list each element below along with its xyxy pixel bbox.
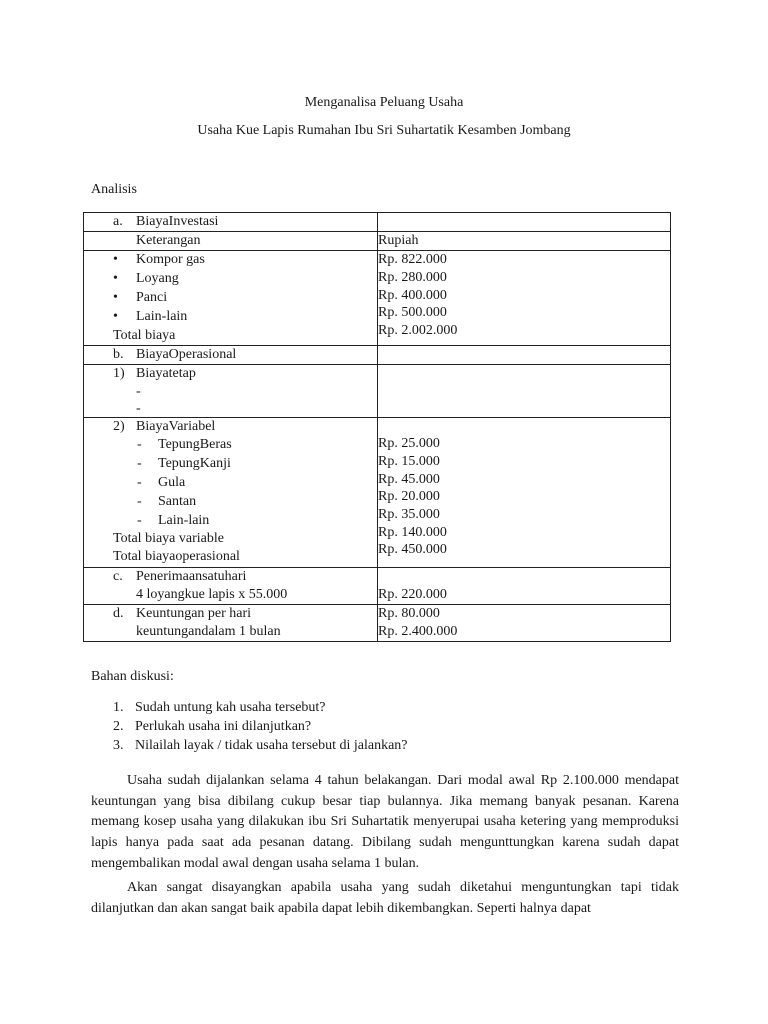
value-lain-lain: Rp. 500.000 xyxy=(378,305,447,321)
table-cell xyxy=(84,605,378,642)
bullet-icon: • xyxy=(113,289,118,305)
body-paragraph: Usaha sudah dijalankan selama 4 tahun belakangan. Dari modal awal Rp 2.100.000 mendapat keuntungan yang bisa dibilang cukup besar tiap bulannya. Jika memang banyak pesanan. Karena memang kosep usaha yang dilakukan ibu Sri Suhartatik menyerupai usaha ketering yang memproduksi lapis hanya pada saat ada pesanan datang. Dibilang sudah mengunttungkan karena sudah dapat mengembalikan modal awal dengan usaha selama 1 bulan. xyxy=(91,773,679,871)
document-title: Menganalisa Peluang Usaha xyxy=(304,95,464,110)
table-cell xyxy=(84,232,378,251)
table-cell xyxy=(84,418,378,568)
table-row xyxy=(84,232,671,251)
row-index: c. xyxy=(113,568,123,584)
table-cell xyxy=(378,345,671,364)
table-cell xyxy=(378,232,671,251)
table-cell xyxy=(84,567,378,604)
penerimaan-heading: Penerimaansatuhari xyxy=(136,568,247,584)
discussion-list xyxy=(113,698,408,755)
list-item: - xyxy=(136,401,141,417)
list-item: 3. Nilailah layak / tidak usaha tersebut di jalankan? xyxy=(113,738,408,753)
col-header-rupiah: Rupiah xyxy=(378,233,419,249)
list-item: • Kompor gas xyxy=(84,251,377,270)
table-cell xyxy=(378,605,671,642)
table-cell xyxy=(378,213,671,232)
list-item: 2. Perlukah usaha ini dilanjutkan? xyxy=(113,719,312,734)
keuntungan-bulan-value: Rp. 2.400.000 xyxy=(378,624,458,640)
value-lain-lain-variabel: Rp. 35.000 xyxy=(378,506,440,522)
list-item: • Loyang xyxy=(84,270,377,289)
total-variable-value: Rp. 140.000 xyxy=(378,524,447,540)
penerimaan-detail: 4 loyangkue lapis x 55.000 xyxy=(136,586,288,602)
analysis-label: Analisis xyxy=(91,182,137,197)
total-variable-label: Total biaya variable xyxy=(113,531,224,547)
table-cell xyxy=(378,418,671,568)
list-item: • Panci xyxy=(84,289,377,308)
keuntungan-heading: Keuntungan per hari xyxy=(136,606,252,622)
value-gula: Rp. 45.000 xyxy=(378,471,440,487)
value-tepung-beras: Rp. 25.000 xyxy=(378,436,440,452)
list-item: - Lain-lain xyxy=(137,512,210,528)
biaya-tetap-heading: Biayatetap xyxy=(136,365,196,381)
investasi-heading: BiayaInvestasi xyxy=(136,214,219,229)
body-paragraph: Akan sangat disayangkan apabila usaha yang sudah diketahui menguntungkan tapi tidak dilanjutkan dan akan sangat baik apabila dapat lebih dikembangkan. Seperti halnya dapat xyxy=(91,880,679,916)
col-header-keterangan: Keterangan xyxy=(136,233,201,249)
row-index: 2) xyxy=(113,419,125,435)
document-subtitle: Usaha Kue Lapis Rumahan Ibu Sri Suhartatik Kesamben Jombang xyxy=(197,123,571,138)
table-row xyxy=(84,605,671,642)
list-item: 1. Sudah untung kah usaha tersebut? xyxy=(113,700,326,715)
row-index: a. xyxy=(113,214,123,229)
keuntungan-hari-value: Rp. 80.000 xyxy=(378,606,440,622)
list-item: - TepungKanji xyxy=(137,456,231,472)
row-index: 1) xyxy=(113,365,125,381)
table-cell xyxy=(84,251,378,345)
table-row xyxy=(84,567,671,604)
bullet-icon: • xyxy=(113,308,118,324)
value-tepung-kanji: Rp. 15.000 xyxy=(378,453,440,469)
list-item: - Gula xyxy=(137,474,186,490)
analysis-table xyxy=(83,212,671,642)
discussion-label: Bahan diskusi: xyxy=(91,669,174,684)
table-row xyxy=(84,251,671,345)
table-cell xyxy=(84,345,378,364)
bullet-icon: • xyxy=(113,271,118,287)
list-item: • Lain-lain xyxy=(84,308,377,327)
value-loyang: Rp. 280.000 xyxy=(378,269,447,285)
biaya-variabel-heading: BiayaVariabel xyxy=(136,419,216,435)
row-index: b. xyxy=(113,346,124,362)
row-index: d. xyxy=(113,606,124,622)
value-panci: Rp. 400.000 xyxy=(378,287,447,303)
table-cell xyxy=(378,567,671,604)
table-cell xyxy=(378,251,671,345)
bullet-icon: • xyxy=(113,252,118,268)
list-item: - xyxy=(136,384,141,400)
keuntungan-bulan-label: keuntungandalam 1 bulan xyxy=(136,624,281,640)
table-row xyxy=(84,418,671,568)
total-operasional-value: Rp. 450.000 xyxy=(378,542,447,558)
value-santan: Rp. 20.000 xyxy=(378,489,440,505)
list-item: - Santan xyxy=(137,493,197,509)
table-cell xyxy=(84,213,378,232)
value-kompor: Rp. 822.000 xyxy=(378,252,447,268)
list-item: - TepungBeras xyxy=(137,437,232,453)
table-row xyxy=(84,345,671,364)
operasional-heading: BiayaOperasional xyxy=(136,346,237,362)
total-operasional-label: Total biayaoperasional xyxy=(113,549,240,565)
total-biaya-value: Rp. 2.002.000 xyxy=(378,322,458,338)
table-row xyxy=(84,213,671,232)
table-row xyxy=(84,364,671,417)
penerimaan-value: Rp. 220.000 xyxy=(378,586,447,602)
table-cell xyxy=(378,364,671,417)
total-biaya-label: Total biaya xyxy=(113,327,176,343)
table-cell xyxy=(84,364,378,417)
